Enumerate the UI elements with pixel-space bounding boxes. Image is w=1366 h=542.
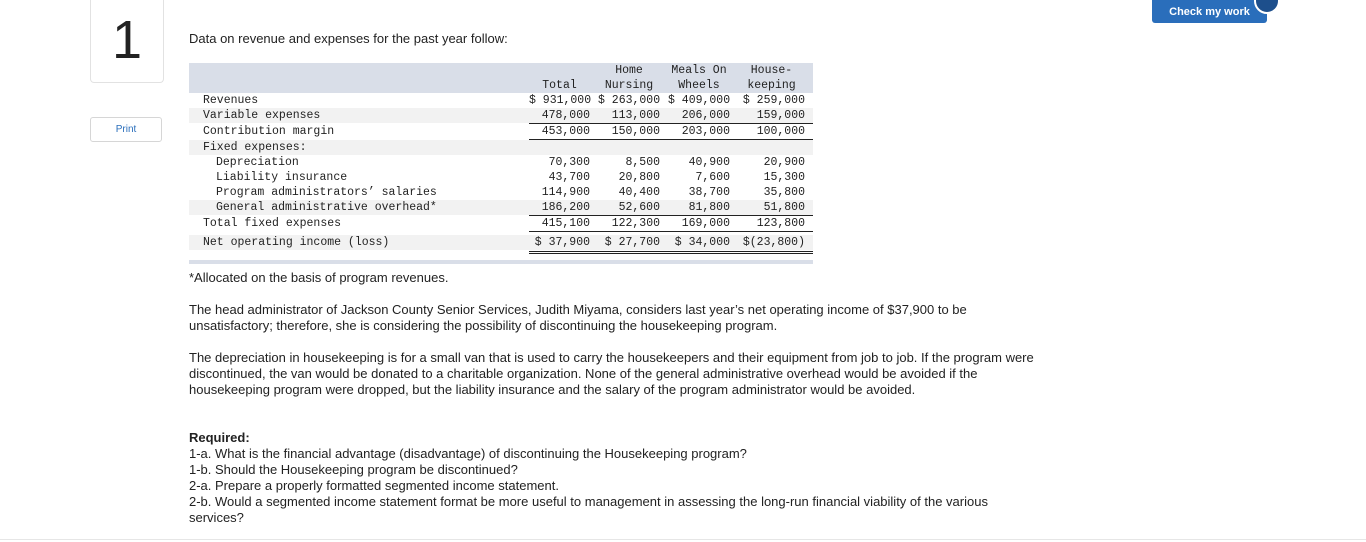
row-label: Variable expenses: [203, 109, 321, 122]
cell: $ 263,000: [598, 94, 661, 107]
print-button[interactable]: Print: [90, 117, 162, 142]
row-label: Depreciation: [216, 156, 299, 169]
cell: 113,000: [611, 109, 660, 122]
header-home-nursing-line1: Home: [615, 64, 643, 77]
table-row: [189, 185, 813, 200]
required-item: 1-b. Should the Housekeeping program be discontinued?: [189, 462, 518, 477]
cell: 15,300: [763, 171, 805, 184]
financial-table: [189, 63, 813, 265]
cell: 70,300: [548, 156, 590, 169]
cell: $ 259,000: [742, 94, 805, 107]
table-footer-bar: [189, 260, 813, 264]
cell: 122,300: [611, 217, 660, 230]
cell: 100,000: [756, 125, 805, 138]
table-row: [189, 200, 813, 215]
table-row: [189, 93, 813, 108]
header-housekeeping-line2: keeping: [747, 79, 796, 92]
header-meals-line1: Meals On: [671, 64, 727, 77]
question-number: 1: [90, 0, 164, 83]
cell: 7,600: [695, 171, 730, 184]
cell: 159,000: [756, 109, 805, 122]
header-home-nursing-line2: Nursing: [604, 79, 654, 92]
cell: 206,000: [681, 109, 730, 122]
cell: 38,700: [688, 186, 730, 199]
row-label: Contribution margin: [203, 125, 335, 138]
cell: 203,000: [681, 125, 730, 138]
check-my-work-button[interactable]: Check my work: [1152, 0, 1267, 23]
table-row: [189, 216, 813, 231]
subtotal-underline: [529, 123, 813, 124]
row-label: Total fixed expenses: [203, 217, 342, 230]
cell: 40,400: [618, 186, 660, 199]
cell: 52,600: [618, 201, 660, 214]
cell: 20,800: [618, 171, 660, 184]
required-section: [189, 430, 1039, 526]
table-header: [189, 63, 813, 93]
total-double-underline: [529, 251, 813, 252]
cell: 43,700: [548, 171, 590, 184]
row-label: Program administrators’ salaries: [216, 186, 437, 199]
cell: 150,000: [611, 125, 660, 138]
cell: $ 931,000: [529, 94, 592, 107]
header-total: Total: [542, 79, 577, 92]
table-row: [189, 170, 813, 185]
cell: 478,000: [541, 109, 590, 122]
cell: 123,800: [756, 217, 805, 230]
table-row: [189, 108, 813, 123]
table-row: [189, 235, 813, 250]
required-title: Required:: [189, 430, 250, 445]
footnote: *Allocated on the basis of program revenues.: [189, 270, 449, 285]
table-row: [189, 124, 813, 139]
header-meals-line2: Wheels: [678, 79, 720, 92]
cell: $ 37,900: [534, 236, 590, 249]
cell: 40,900: [688, 156, 730, 169]
cell: 51,800: [763, 201, 805, 214]
cell: 35,800: [763, 186, 805, 199]
subtotal-underline: [529, 139, 813, 140]
table-row: [189, 155, 813, 170]
required-item: 2-b. Would a segmented income statement format be more useful to management in assessing the long-run financial viability of the various services?: [189, 494, 988, 525]
paragraph-2: The depreciation in housekeeping is for a small van that is used to carry the housekeepers and their equipment from job to job. If the program were discontinued, the van would be donated to a charitable organization. None of the general administrative overhead would be avoided if the housekeeping program were dropped, but the liability insurance and the salary of the program administrator would be avoided.: [189, 350, 1034, 397]
required-item: 2-a. Prepare a properly formatted segmented income statement.: [189, 478, 559, 493]
cell: 81,800: [688, 201, 730, 214]
cell: $ 409,000: [668, 94, 731, 107]
cell: $ 34,000: [674, 236, 730, 249]
cell: 415,100: [541, 217, 590, 230]
intro-text: Data on revenue and expenses for the past year follow:: [189, 31, 508, 46]
subtotal-underline: [529, 215, 813, 216]
header-housekeeping-line1: House-: [750, 64, 793, 77]
row-label: Liability insurance: [216, 171, 348, 184]
cell: 114,900: [541, 186, 590, 199]
cell: $(23,800): [742, 236, 805, 249]
cell: 169,000: [681, 217, 730, 230]
required-item: 1-a. What is the financial advantage (disadvantage) of discontinuing the Housekeeping program?: [189, 446, 747, 461]
row-label: Fixed expenses:: [203, 141, 307, 154]
cell: 8,500: [625, 156, 660, 169]
paragraph-1: The head administrator of Jackson County Senior Services, Judith Miyama, considers last year’s net operating income of $37,900 to be unsatisfactory; therefore, she is considering the possibility of discontinuing the housekeeping program.: [189, 302, 967, 333]
cell: 186,200: [541, 201, 590, 214]
row-label: Revenues: [203, 94, 259, 107]
row-label: General administrative overhead*: [216, 201, 437, 214]
total-double-underline: [529, 253, 813, 254]
row-label: Net operating income (loss): [203, 236, 390, 249]
cell: $ 27,700: [604, 236, 660, 249]
cell: 20,900: [763, 156, 805, 169]
subtotal-underline: [529, 231, 813, 232]
cell: 453,000: [541, 125, 590, 138]
table-row: [189, 140, 813, 155]
bottom-divider: [0, 539, 1366, 540]
